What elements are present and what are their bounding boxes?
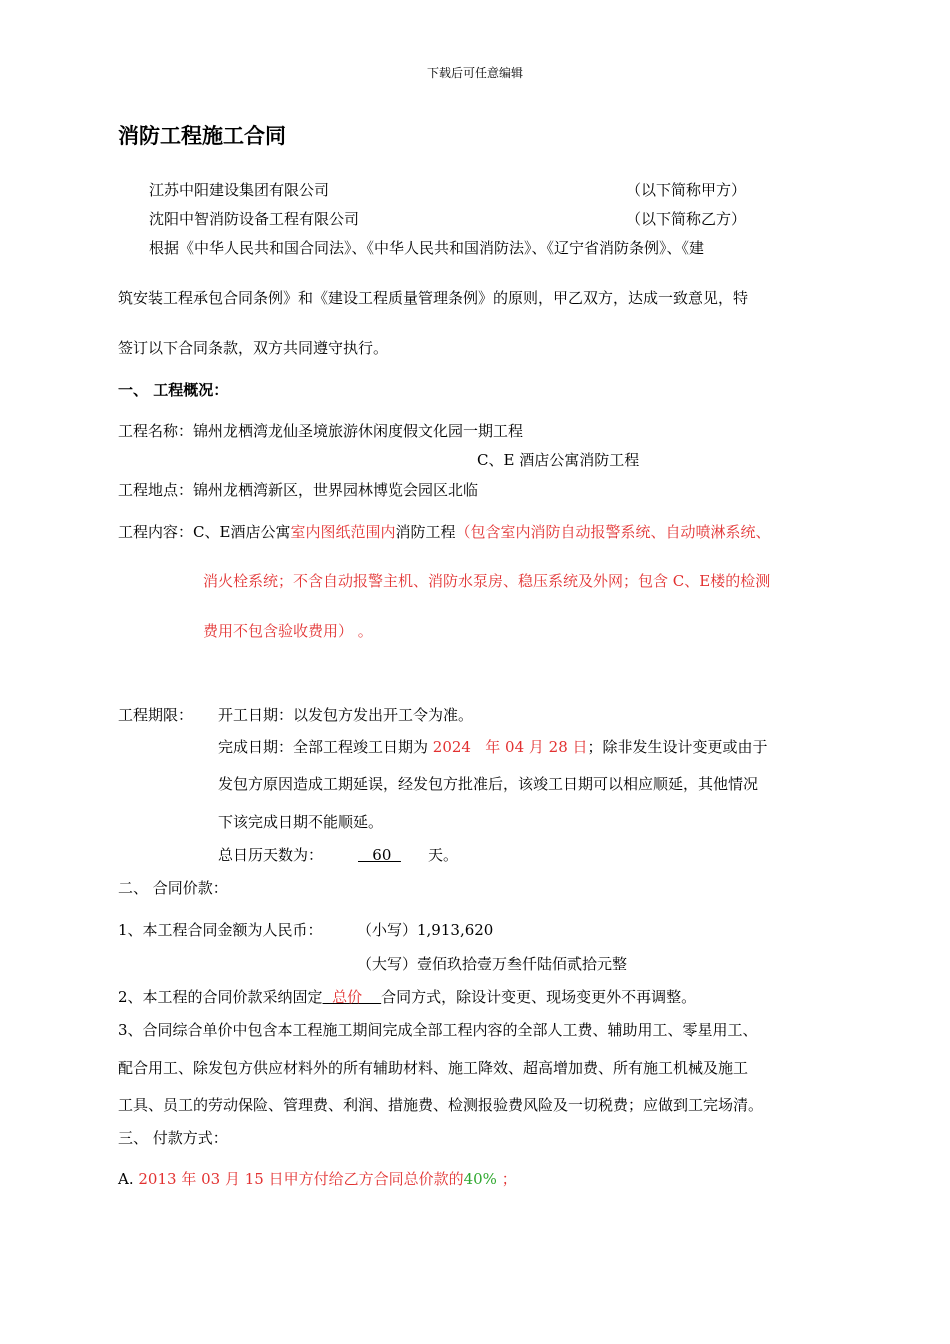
finish-date-row: [218, 740, 768, 755]
party-b-name: 沈阳中智消防设备工程有限公司: [149, 210, 360, 228]
project-content-c: 消防工程: [395, 523, 456, 541]
contract-amount-big: （大写）壹佰玖拾壹万叁仟陆佰贰拾元整: [357, 955, 628, 973]
project-name-line-2: C、E 酒店公寓消防工程: [477, 451, 640, 469]
pricing-method-c: 合同方式，除设计变更、现场变更外不再调整。: [381, 988, 697, 1006]
section2-heading: 二、 合同价款：: [118, 879, 228, 897]
payment-item-a-text: 2013 年 03 月 15 日甲方付给乙方合同总价款的: [138, 1170, 464, 1188]
section1-heading: 一、 工程概况：: [118, 381, 229, 399]
project-period-label: 工程期限：: [118, 706, 194, 724]
section3-heading: 三、 付款方式：: [118, 1129, 228, 1147]
pricing-method-row: [118, 990, 696, 1005]
total-days-label: 总日历天数为：: [218, 846, 324, 864]
contract-amount-small: （小写）1,913,620: [357, 921, 494, 939]
payment-item-a-prefix: A.: [118, 1170, 139, 1188]
finish-date-label: 完成日期：全部工程竣工日期为: [218, 738, 429, 756]
project-name-label: 工程名称：: [118, 422, 194, 440]
payment-item-a-percent: 40%: [463, 1170, 497, 1188]
finish-date-value: 2024 年 04 月 28 日: [428, 738, 588, 756]
project-location-row: [118, 483, 478, 498]
project-name-row: [118, 424, 523, 439]
start-date-text: 开工日期：以发包方发出开工令为准。: [218, 706, 474, 724]
party-b-role: （以下简称乙方）: [626, 210, 747, 228]
project-content-b: 室内图纸范围内: [290, 523, 396, 541]
party-a-name: 江苏中阳建设集团有限公司: [149, 181, 330, 199]
party-a-role: （以下简称甲方）: [626, 181, 747, 199]
project-content-label: 工程内容：: [118, 523, 194, 541]
header-note: 下载后可任意编辑: [426, 66, 523, 80]
project-location-value: 锦州龙栖湾新区，世界园林博览会园区北临: [193, 481, 479, 499]
project-location-label: 工程地点：: [118, 481, 194, 499]
project-content-line-2: 消火栓系统；不含自动报警主机、消防水泵房、稳压系统及外网；包含 C、E楼的检测: [203, 572, 771, 590]
payment-item-a-suffix: ；: [496, 1170, 517, 1188]
project-content-d: （包含室内消防自动报警系统、自动喷淋系统、: [455, 523, 771, 541]
intro-line-1: 根据《中华人民共和国合同法》、《中华人民共和国消防法》、《辽宁省消防条例》、《建: [149, 239, 705, 257]
pricing-method-a: 2、本工程的合同价款采纳固定: [118, 988, 323, 1006]
finish-date-rest: ；除非发生设计变更或由于: [587, 738, 768, 756]
intro-line-2: 筑安装工程承包合同条例》和《建设工程质量管理条例》的原则，甲乙双方，达成一致意见，特: [118, 289, 749, 307]
contract-amount-label: 1、本工程合同金额为人民币：: [118, 921, 323, 939]
project-content-a: C、E酒店公寓: [193, 523, 291, 541]
unit-price-line-3: 工具、员工的劳动保险、管理费、利润、措施费、检测报验费风险及一切税费；应做到工完场清。: [118, 1096, 764, 1114]
intro-line-3: 签订以下合同条款，双方共同遵守执行。: [118, 339, 389, 357]
page-title: 消防工程施工合同: [118, 124, 286, 148]
total-days-value: 60: [358, 846, 401, 864]
unit-price-line-1: 3、合同综合单价中包含本工程施工期间完成全部工程内容的全部人工费、辅助用工、零星用工、: [118, 1021, 758, 1039]
unit-price-line-2: 配合用工、除发包方供应材料外的所有辅助材料、施工降效、超高增加费、所有施工机械及施工: [118, 1059, 749, 1077]
project-content-row: [118, 525, 771, 540]
pricing-method-b-text: 总价: [322, 988, 382, 1006]
project-content-line-3: 费用不包含验收费用） 。: [203, 622, 373, 640]
finish-date-line-3: 下该完成日期不能顺延。: [218, 813, 384, 831]
payment-item-a: [118, 1172, 517, 1187]
total-days-unit: 天。: [428, 846, 459, 864]
finish-date-line-2: 发包方原因造成工期延误，经发包方批准后，该竣工日期可以相应顺延，其他情况: [218, 775, 759, 793]
pricing-method-b: [323, 988, 382, 1006]
project-name-value: 锦州龙栖湾龙仙圣境旅游休闲度假文化园一期工程: [193, 422, 524, 440]
